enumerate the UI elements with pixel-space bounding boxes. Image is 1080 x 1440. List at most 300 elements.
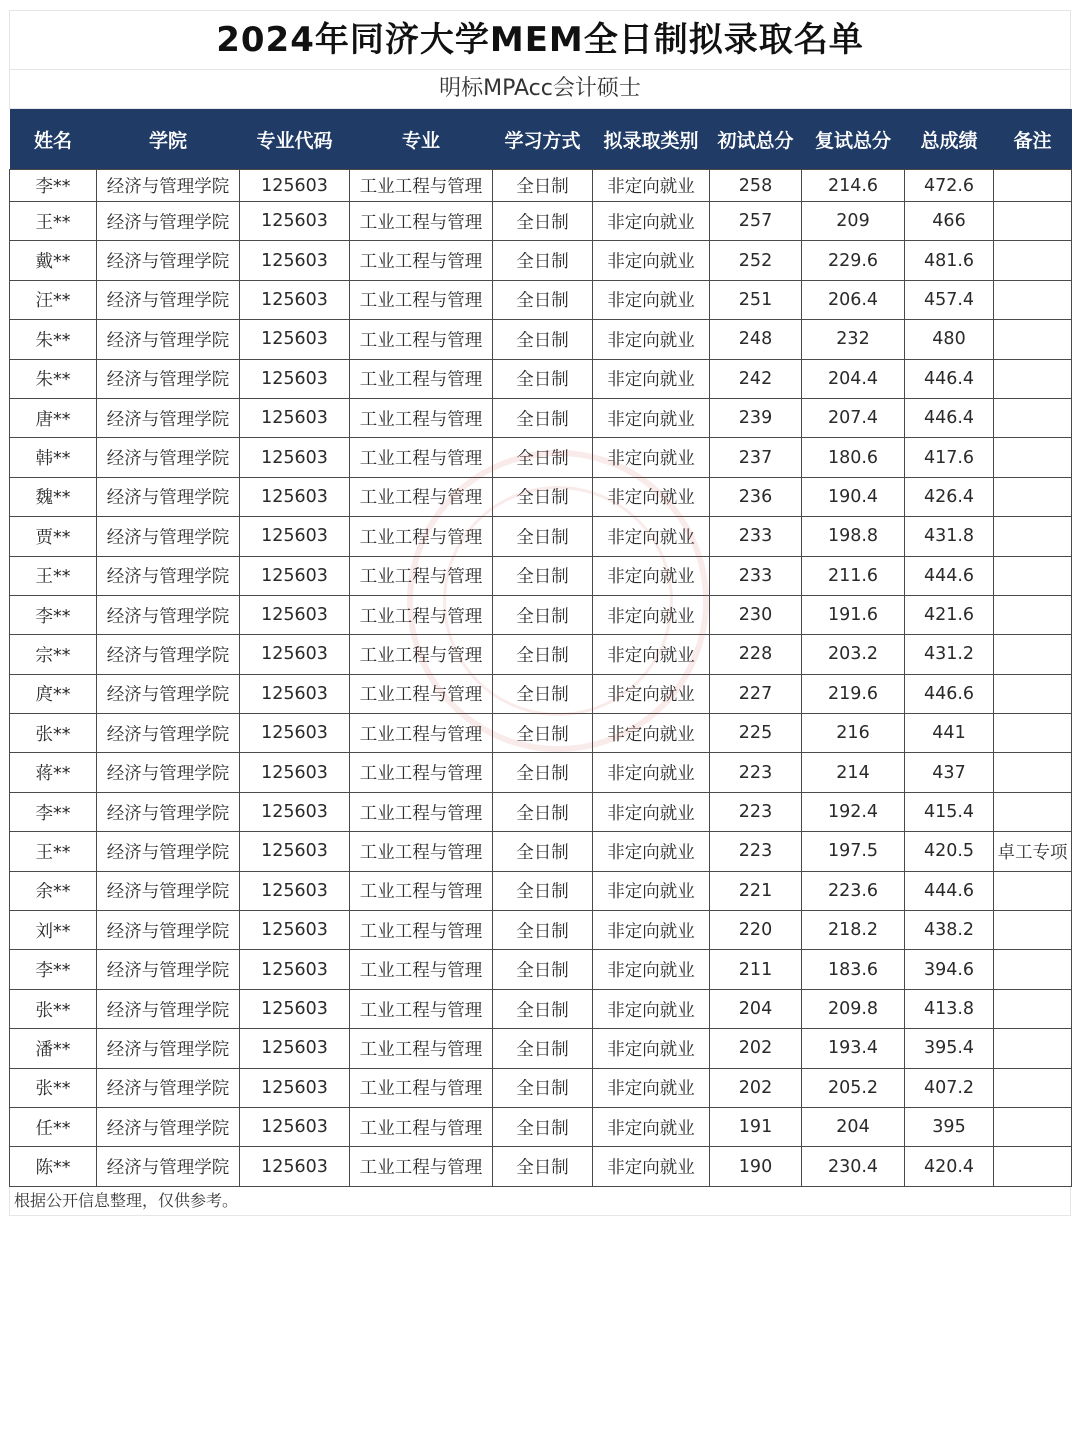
cell-school: 经济与管理学院	[97, 1029, 240, 1068]
cell-retest-score: 223.6	[802, 871, 905, 910]
cell-retest-score: 209.8	[802, 989, 905, 1028]
cell-major: 工业工程与管理	[350, 556, 493, 595]
cell-admission-type: 非定向就业	[593, 517, 710, 556]
cell-remarks: 卓工专项	[994, 832, 1072, 871]
cell-study-mode: 全日制	[493, 359, 593, 398]
cell-major-code: 125603	[240, 438, 350, 477]
column-header-initial-score: 初试总分	[710, 109, 802, 170]
cell-major: 工业工程与管理	[350, 359, 493, 398]
cell-major-code: 125603	[240, 398, 350, 437]
cell-study-mode: 全日制	[493, 871, 593, 910]
cell-initial-score: 202	[710, 1068, 802, 1107]
table-row	[10, 202, 1072, 241]
cell-initial-score: 237	[710, 438, 802, 477]
table-row	[10, 714, 1072, 753]
cell-name: 朱**	[10, 320, 97, 359]
table-row	[10, 398, 1072, 437]
column-header-retest-score: 复试总分	[802, 109, 905, 170]
cell-major-code: 125603	[240, 1107, 350, 1146]
cell-retest-score: 205.2	[802, 1068, 905, 1107]
cell-total-score: 415.4	[905, 792, 994, 831]
cell-initial-score: 248	[710, 320, 802, 359]
cell-major-code: 125603	[240, 911, 350, 950]
cell-admission-type: 非定向就业	[593, 674, 710, 713]
cell-study-mode: 全日制	[493, 595, 593, 634]
column-header-name: 姓名	[10, 109, 97, 170]
cell-major: 工业工程与管理	[350, 517, 493, 556]
cell-study-mode: 全日制	[493, 320, 593, 359]
cell-school: 经济与管理学院	[97, 556, 240, 595]
cell-remarks	[994, 202, 1072, 241]
cell-school: 经济与管理学院	[97, 1107, 240, 1146]
cell-school: 经济与管理学院	[97, 1147, 240, 1186]
cell-major: 工业工程与管理	[350, 753, 493, 792]
cell-admission-type: 非定向就业	[593, 398, 710, 437]
cell-initial-score: 220	[710, 911, 802, 950]
cell-major-code: 125603	[240, 674, 350, 713]
cell-initial-score: 242	[710, 359, 802, 398]
table-row	[10, 832, 1072, 871]
cell-study-mode: 全日制	[493, 1147, 593, 1186]
table-row	[10, 320, 1072, 359]
cell-school: 经济与管理学院	[97, 438, 240, 477]
cell-total-score: 421.6	[905, 595, 994, 634]
cell-retest-score: 198.8	[802, 517, 905, 556]
cell-remarks	[994, 674, 1072, 713]
cell-school: 经济与管理学院	[97, 359, 240, 398]
cell-major: 工业工程与管理	[350, 714, 493, 753]
cell-major: 工业工程与管理	[350, 911, 493, 950]
cell-total-score: 420.4	[905, 1147, 994, 1186]
cell-major-code: 125603	[240, 477, 350, 516]
cell-school: 经济与管理学院	[97, 241, 240, 280]
cell-remarks	[994, 753, 1072, 792]
cell-total-score: 446.4	[905, 359, 994, 398]
cell-major-code: 125603	[240, 359, 350, 398]
page-title: 2024年同济大学MEM全日制拟录取名单	[9, 10, 1071, 69]
cell-admission-type: 非定向就业	[593, 714, 710, 753]
cell-total-score: 441	[905, 714, 994, 753]
cell-name: 魏**	[10, 477, 97, 516]
cell-study-mode: 全日制	[493, 911, 593, 950]
cell-retest-score: 207.4	[802, 398, 905, 437]
cell-retest-score: 197.5	[802, 832, 905, 871]
cell-school: 经济与管理学院	[97, 792, 240, 831]
cell-major-code: 125603	[240, 1147, 350, 1186]
cell-major: 工业工程与管理	[350, 871, 493, 910]
cell-retest-score: 209	[802, 202, 905, 241]
cell-major-code: 125603	[240, 1068, 350, 1107]
cell-name: 蒋**	[10, 753, 97, 792]
cell-retest-score: 206.4	[802, 280, 905, 319]
table-row	[10, 170, 1072, 202]
cell-name: 戴**	[10, 241, 97, 280]
cell-retest-score: 229.6	[802, 241, 905, 280]
cell-major: 工业工程与管理	[350, 1029, 493, 1068]
cell-total-score: 438.2	[905, 911, 994, 950]
cell-retest-score: 191.6	[802, 595, 905, 634]
cell-retest-score: 183.6	[802, 950, 905, 989]
table-row	[10, 950, 1072, 989]
cell-school: 经济与管理学院	[97, 1068, 240, 1107]
cell-major-code: 125603	[240, 517, 350, 556]
cell-study-mode: 全日制	[493, 635, 593, 674]
cell-initial-score: 211	[710, 950, 802, 989]
cell-school: 经济与管理学院	[97, 989, 240, 1028]
cell-school: 经济与管理学院	[97, 202, 240, 241]
cell-admission-type: 非定向就业	[593, 477, 710, 516]
cell-study-mode: 全日制	[493, 438, 593, 477]
cell-study-mode: 全日制	[493, 556, 593, 595]
cell-admission-type: 非定向就业	[593, 871, 710, 910]
cell-remarks	[994, 1107, 1072, 1146]
cell-remarks	[994, 1147, 1072, 1186]
cell-initial-score: 257	[710, 202, 802, 241]
table-row	[10, 438, 1072, 477]
table-row	[10, 674, 1072, 713]
cell-total-score: 395	[905, 1107, 994, 1146]
cell-admission-type: 非定向就业	[593, 241, 710, 280]
cell-study-mode: 全日制	[493, 792, 593, 831]
cell-remarks	[994, 517, 1072, 556]
cell-admission-type: 非定向就业	[593, 753, 710, 792]
cell-school: 经济与管理学院	[97, 320, 240, 359]
cell-school: 经济与管理学院	[97, 635, 240, 674]
cell-major-code: 125603	[240, 989, 350, 1028]
cell-study-mode: 全日制	[493, 714, 593, 753]
cell-initial-score: 223	[710, 832, 802, 871]
cell-total-score: 394.6	[905, 950, 994, 989]
cell-admission-type: 非定向就业	[593, 320, 710, 359]
table-body	[10, 170, 1072, 1187]
table-row	[10, 635, 1072, 674]
cell-total-score: 431.8	[905, 517, 994, 556]
cell-study-mode: 全日制	[493, 1107, 593, 1146]
cell-retest-score: 218.2	[802, 911, 905, 950]
cell-major: 工业工程与管理	[350, 398, 493, 437]
cell-total-score: 426.4	[905, 477, 994, 516]
cell-name: 庹**	[10, 674, 97, 713]
cell-retest-score: 219.6	[802, 674, 905, 713]
cell-remarks	[994, 635, 1072, 674]
cell-school: 经济与管理学院	[97, 714, 240, 753]
cell-admission-type: 非定向就业	[593, 1147, 710, 1186]
cell-retest-score: 204	[802, 1107, 905, 1146]
cell-study-mode: 全日制	[493, 674, 593, 713]
cell-major: 工业工程与管理	[350, 320, 493, 359]
column-header-remarks: 备注	[994, 109, 1072, 170]
cell-major-code: 125603	[240, 595, 350, 634]
cell-remarks	[994, 714, 1072, 753]
cell-initial-score: 236	[710, 477, 802, 516]
cell-remarks	[994, 438, 1072, 477]
cell-name: 贾**	[10, 517, 97, 556]
cell-school: 经济与管理学院	[97, 911, 240, 950]
cell-school: 经济与管理学院	[97, 753, 240, 792]
table-row	[10, 1107, 1072, 1146]
cell-major-code: 125603	[240, 753, 350, 792]
cell-total-score: 395.4	[905, 1029, 994, 1068]
cell-initial-score: 228	[710, 635, 802, 674]
cell-admission-type: 非定向就业	[593, 950, 710, 989]
cell-name: 张**	[10, 714, 97, 753]
cell-major: 工业工程与管理	[350, 792, 493, 831]
cell-school: 经济与管理学院	[97, 871, 240, 910]
cell-name: 朱**	[10, 359, 97, 398]
cell-study-mode: 全日制	[493, 832, 593, 871]
cell-total-score: 446.6	[905, 674, 994, 713]
table-row	[10, 1068, 1072, 1107]
cell-remarks	[994, 792, 1072, 831]
cell-admission-type: 非定向就业	[593, 1107, 710, 1146]
cell-major-code: 125603	[240, 832, 350, 871]
cell-name: 张**	[10, 1068, 97, 1107]
cell-initial-score: 191	[710, 1107, 802, 1146]
cell-name: 刘**	[10, 911, 97, 950]
cell-school: 经济与管理学院	[97, 517, 240, 556]
cell-remarks	[994, 950, 1072, 989]
cell-initial-score: 223	[710, 792, 802, 831]
cell-major: 工业工程与管理	[350, 989, 493, 1028]
cell-name: 任**	[10, 1107, 97, 1146]
cell-total-score: 481.6	[905, 241, 994, 280]
cell-major: 工业工程与管理	[350, 477, 493, 516]
table-row	[10, 989, 1072, 1028]
cell-admission-type: 非定向就业	[593, 911, 710, 950]
cell-study-mode: 全日制	[493, 1029, 593, 1068]
cell-total-score: 407.2	[905, 1068, 994, 1107]
cell-total-score: 472.6	[905, 170, 994, 202]
cell-major-code: 125603	[240, 792, 350, 831]
table-row	[10, 792, 1072, 831]
cell-admission-type: 非定向就业	[593, 438, 710, 477]
cell-total-score: 444.6	[905, 871, 994, 910]
cell-initial-score: 251	[710, 280, 802, 319]
cell-study-mode: 全日制	[493, 241, 593, 280]
cell-retest-score: 214.6	[802, 170, 905, 202]
cell-school: 经济与管理学院	[97, 280, 240, 319]
cell-total-score: 446.4	[905, 398, 994, 437]
cell-study-mode: 全日制	[493, 398, 593, 437]
cell-total-score: 420.5	[905, 832, 994, 871]
cell-initial-score: 204	[710, 989, 802, 1028]
table-row	[10, 911, 1072, 950]
cell-admission-type: 非定向就业	[593, 170, 710, 202]
cell-study-mode: 全日制	[493, 477, 593, 516]
table-header-row	[10, 109, 1072, 170]
cell-major: 工业工程与管理	[350, 1068, 493, 1107]
cell-major: 工业工程与管理	[350, 170, 493, 202]
cell-admission-type: 非定向就业	[593, 280, 710, 319]
cell-major-code: 125603	[240, 170, 350, 202]
cell-major-code: 125603	[240, 714, 350, 753]
cell-school: 经济与管理学院	[97, 832, 240, 871]
column-header-school: 学院	[97, 109, 240, 170]
cell-study-mode: 全日制	[493, 1068, 593, 1107]
cell-name: 李**	[10, 792, 97, 831]
cell-remarks	[994, 359, 1072, 398]
table-row	[10, 517, 1072, 556]
cell-school: 经济与管理学院	[97, 170, 240, 202]
cell-major-code: 125603	[240, 320, 350, 359]
table-row	[10, 359, 1072, 398]
cell-name: 唐**	[10, 398, 97, 437]
cell-major: 工业工程与管理	[350, 950, 493, 989]
cell-major: 工业工程与管理	[350, 635, 493, 674]
cell-major: 工业工程与管理	[350, 674, 493, 713]
cell-admission-type: 非定向就业	[593, 792, 710, 831]
cell-name: 李**	[10, 950, 97, 989]
column-header-study-mode: 学习方式	[493, 109, 593, 170]
cell-name: 余**	[10, 871, 97, 910]
cell-major: 工业工程与管理	[350, 595, 493, 634]
cell-major-code: 125603	[240, 280, 350, 319]
cell-initial-score: 221	[710, 871, 802, 910]
cell-school: 经济与管理学院	[97, 950, 240, 989]
table-row	[10, 556, 1072, 595]
cell-name: 陈**	[10, 1147, 97, 1186]
cell-major-code: 125603	[240, 950, 350, 989]
cell-name: 宗**	[10, 635, 97, 674]
table-row	[10, 477, 1072, 516]
cell-major: 工业工程与管理	[350, 280, 493, 319]
cell-remarks	[994, 320, 1072, 359]
cell-name: 李**	[10, 170, 97, 202]
cell-total-score: 413.8	[905, 989, 994, 1028]
cell-retest-score: 216	[802, 714, 905, 753]
cell-major: 工业工程与管理	[350, 202, 493, 241]
cell-school: 经济与管理学院	[97, 674, 240, 713]
cell-remarks	[994, 911, 1072, 950]
cell-retest-score: 232	[802, 320, 905, 359]
cell-name: 潘**	[10, 1029, 97, 1068]
cell-name: 韩**	[10, 438, 97, 477]
cell-initial-score: 252	[710, 241, 802, 280]
cell-major: 工业工程与管理	[350, 1107, 493, 1146]
cell-study-mode: 全日制	[493, 517, 593, 556]
cell-remarks	[994, 871, 1072, 910]
cell-name: 汪**	[10, 280, 97, 319]
cell-study-mode: 全日制	[493, 950, 593, 989]
page-subtitle: 明标MPAcc会计硕士	[9, 69, 1071, 109]
cell-retest-score: 214	[802, 753, 905, 792]
column-header-admission-type: 拟录取类别	[593, 109, 710, 170]
cell-initial-score: 233	[710, 517, 802, 556]
cell-total-score: 417.6	[905, 438, 994, 477]
table-row	[10, 1029, 1072, 1068]
cell-major: 工业工程与管理	[350, 438, 493, 477]
cell-initial-score: 258	[710, 170, 802, 202]
cell-study-mode: 全日制	[493, 989, 593, 1028]
cell-study-mode: 全日制	[493, 280, 593, 319]
cell-study-mode: 全日制	[493, 753, 593, 792]
cell-initial-score: 230	[710, 595, 802, 634]
cell-major-code: 125603	[240, 871, 350, 910]
cell-admission-type: 非定向就业	[593, 989, 710, 1028]
cell-major: 工业工程与管理	[350, 241, 493, 280]
cell-admission-type: 非定向就业	[593, 556, 710, 595]
cell-retest-score: 211.6	[802, 556, 905, 595]
table-row	[10, 1147, 1072, 1186]
table-row	[10, 753, 1072, 792]
cell-remarks	[994, 241, 1072, 280]
cell-remarks	[994, 1029, 1072, 1068]
table-row	[10, 241, 1072, 280]
cell-name: 王**	[10, 556, 97, 595]
cell-admission-type: 非定向就业	[593, 1068, 710, 1107]
cell-major: 工业工程与管理	[350, 1147, 493, 1186]
cell-total-score: 466	[905, 202, 994, 241]
table-row	[10, 871, 1072, 910]
cell-admission-type: 非定向就业	[593, 1029, 710, 1068]
column-header-major: 专业	[350, 109, 493, 170]
cell-major-code: 125603	[240, 556, 350, 595]
cell-remarks	[994, 477, 1072, 516]
cell-initial-score: 225	[710, 714, 802, 753]
cell-admission-type: 非定向就业	[593, 635, 710, 674]
cell-name: 李**	[10, 595, 97, 634]
cell-name: 张**	[10, 989, 97, 1028]
cell-school: 经济与管理学院	[97, 595, 240, 634]
cell-retest-score: 203.2	[802, 635, 905, 674]
cell-study-mode: 全日制	[493, 170, 593, 202]
cell-remarks	[994, 170, 1072, 202]
cell-major-code: 125603	[240, 1029, 350, 1068]
cell-study-mode: 全日制	[493, 202, 593, 241]
column-header-major-code: 专业代码	[240, 109, 350, 170]
cell-school: 经济与管理学院	[97, 398, 240, 437]
footer-note: 根据公开信息整理，仅供参考。	[9, 1187, 1071, 1216]
cell-name: 王**	[10, 832, 97, 871]
cell-retest-score: 180.6	[802, 438, 905, 477]
cell-major-code: 125603	[240, 635, 350, 674]
cell-admission-type: 非定向就业	[593, 202, 710, 241]
cell-retest-score: 204.4	[802, 359, 905, 398]
cell-retest-score: 230.4	[802, 1147, 905, 1186]
cell-remarks	[994, 989, 1072, 1028]
cell-total-score: 457.4	[905, 280, 994, 319]
cell-remarks	[994, 280, 1072, 319]
cell-initial-score: 190	[710, 1147, 802, 1186]
cell-initial-score: 227	[710, 674, 802, 713]
cell-initial-score: 233	[710, 556, 802, 595]
cell-retest-score: 193.4	[802, 1029, 905, 1068]
cell-remarks	[994, 556, 1072, 595]
cell-major-code: 125603	[240, 241, 350, 280]
cell-initial-score: 202	[710, 1029, 802, 1068]
document-sheet	[9, 10, 1071, 1216]
cell-remarks	[994, 595, 1072, 634]
cell-total-score: 480	[905, 320, 994, 359]
cell-school: 经济与管理学院	[97, 477, 240, 516]
cell-name: 王**	[10, 202, 97, 241]
cell-total-score: 431.2	[905, 635, 994, 674]
cell-remarks	[994, 1068, 1072, 1107]
cell-retest-score: 192.4	[802, 792, 905, 831]
table-row	[10, 595, 1072, 634]
admission-table	[9, 109, 1072, 1187]
cell-admission-type: 非定向就业	[593, 595, 710, 634]
column-header-total-score: 总成绩	[905, 109, 994, 170]
cell-initial-score: 223	[710, 753, 802, 792]
cell-admission-type: 非定向就业	[593, 359, 710, 398]
cell-major-code: 125603	[240, 202, 350, 241]
cell-total-score: 437	[905, 753, 994, 792]
cell-total-score: 444.6	[905, 556, 994, 595]
cell-admission-type: 非定向就业	[593, 832, 710, 871]
cell-retest-score: 190.4	[802, 477, 905, 516]
cell-major: 工业工程与管理	[350, 832, 493, 871]
